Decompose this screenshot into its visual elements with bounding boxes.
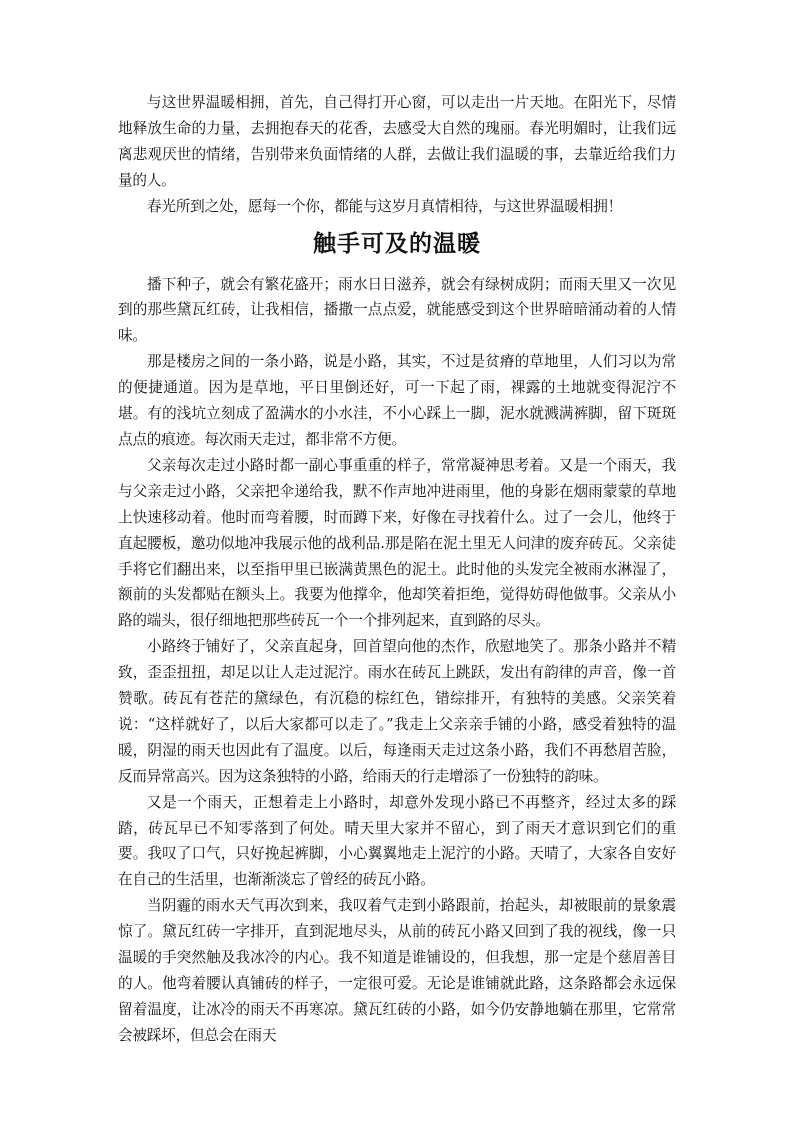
- article-paragraph: 播下种子，就会有繁花盛开；雨水日日滋养，就会有绿树成阴；而雨天里又一次见到的那些黛瓦红砖，让我相信，播撒一点点爱，就能感受到这个世界暗暗涌动着的人情味。: [118, 275, 676, 345]
- article-paragraph: 父亲每次走过小路时都一副心事重重的样子，常常凝神思考着。又是一个雨天，我与父亲走过小路，父亲把伞递给我，默不作声地冲进雨里，他的身影在烟雨蒙蒙的草地上快速移动着。他时而弯着腰，时而蹲下来，好像在寻找着什么。过了一会儿，他终于直起腰板，邀功似地冲我展示他的战利品.那是陷在泥土里无人问津的废弃砖瓦。父亲徒手将它们翻出来，以至指甲里已嵌满黄黑色的泥土。此时他的头发完全被雨水淋湿了，额前的头发都贴在额头上。我要为他撑伞，他却笑着拒绝，觉得妨碍他做事。父亲从小路的端头，很仔细地把那些砖瓦一个一个排列起来，直到路的尽头。: [118, 456, 676, 630]
- document-body: [118, 90, 676, 1049]
- article-paragraph: 又是一个雨天，正想着走上小路时，却意外发现小路已不再整齐，经过太多的踩踏，砖瓦早已不知零落到了何处。晴天里大家并不留心，到了雨天才意识到它们的重要。我叹了口气，只好挽起裤脚，小心翼翼地走上泥泞的小路。天晴了，大家各自安好在自己的生活里，也渐渐淡忘了曾经的砖瓦小路。: [118, 793, 676, 889]
- article-paragraph: 小路终于铺好了，父亲直起身，回首望向他的杰作，欣慰地笑了。那条小路并不精致，歪歪扭扭，却足以让人走过泥泞。雨水在砖瓦上跳跃，发出有韵律的声音，像一首赞歌。砖瓦有苍茫的黛绿色，有沉稳的棕红色，错综排开，有独特的美感。父亲笑着说：“这样就好了，以后大家都可以走了。”我走上父亲亲手铺的小路，感受着独特的温暖，阴湿的雨天也因此有了温度。以后，每逢雨天走过这条小路，我们不再愁眉苦脸，反而异常高兴。因为这条独特的小路，给雨天的行走增添了一份独特的韵味。: [118, 638, 676, 785]
- article-paragraph: 当阴霾的雨水天气再次到来，我叹着气走到小路跟前，抬起头，却被眼前的景象震惊了。黛瓦红砖一字排开，直到泥地尽头，从前的砖瓦小路又回到了我的视线，像一只温暖的手突然触及我冰冷的内心。我不知道是谁铺设的，但我想，那一定是个慈眉善目的人。他弯着腰认真铺砖的样子，一定很可爱。无论是谁铺就此路，这条路都会永远保留着温度，让冰冷的雨天不再寒凉。黛瓦红砖的小路，如今仍安静地躺在那里，它常常会被踩坏，但总会在雨天: [118, 897, 676, 1044]
- article-paragraph: 那是楼房之间的一条小路，说是小路，其实，不过是贫瘠的草地里，人们习以为常的便捷通道。因为是草地，平日里倒还好，可一下起了雨，裸露的土地就变得泥泞不堪。有的浅坑立刻成了盈满水的小水洼，不小心踩上一脚，泥水就溅满裤脚，留下斑斑点点的痕迹。每次雨天走过，都非常不方便。: [118, 353, 676, 448]
- intro-paragraph: 与这世界温暖相拥，首先，自己得打开心窗，可以走出一片天地。在阳光下，尽情地释放生命的力量，去拥抱春天的花香，去感受大自然的瑰丽。春光明媚时，让我们远离悲观厌世的情绪，告别带来负面情绪的人群，去做让我们温暖的事，去靠近给我们力量的人。: [118, 94, 676, 189]
- article-title: 触手可及的温暖: [313, 229, 481, 257]
- intro-closing-paragraph: 春光所到之处，愿每一个你，都能与这岁月真情相待，与这世界温暖相拥！: [147, 197, 622, 215]
